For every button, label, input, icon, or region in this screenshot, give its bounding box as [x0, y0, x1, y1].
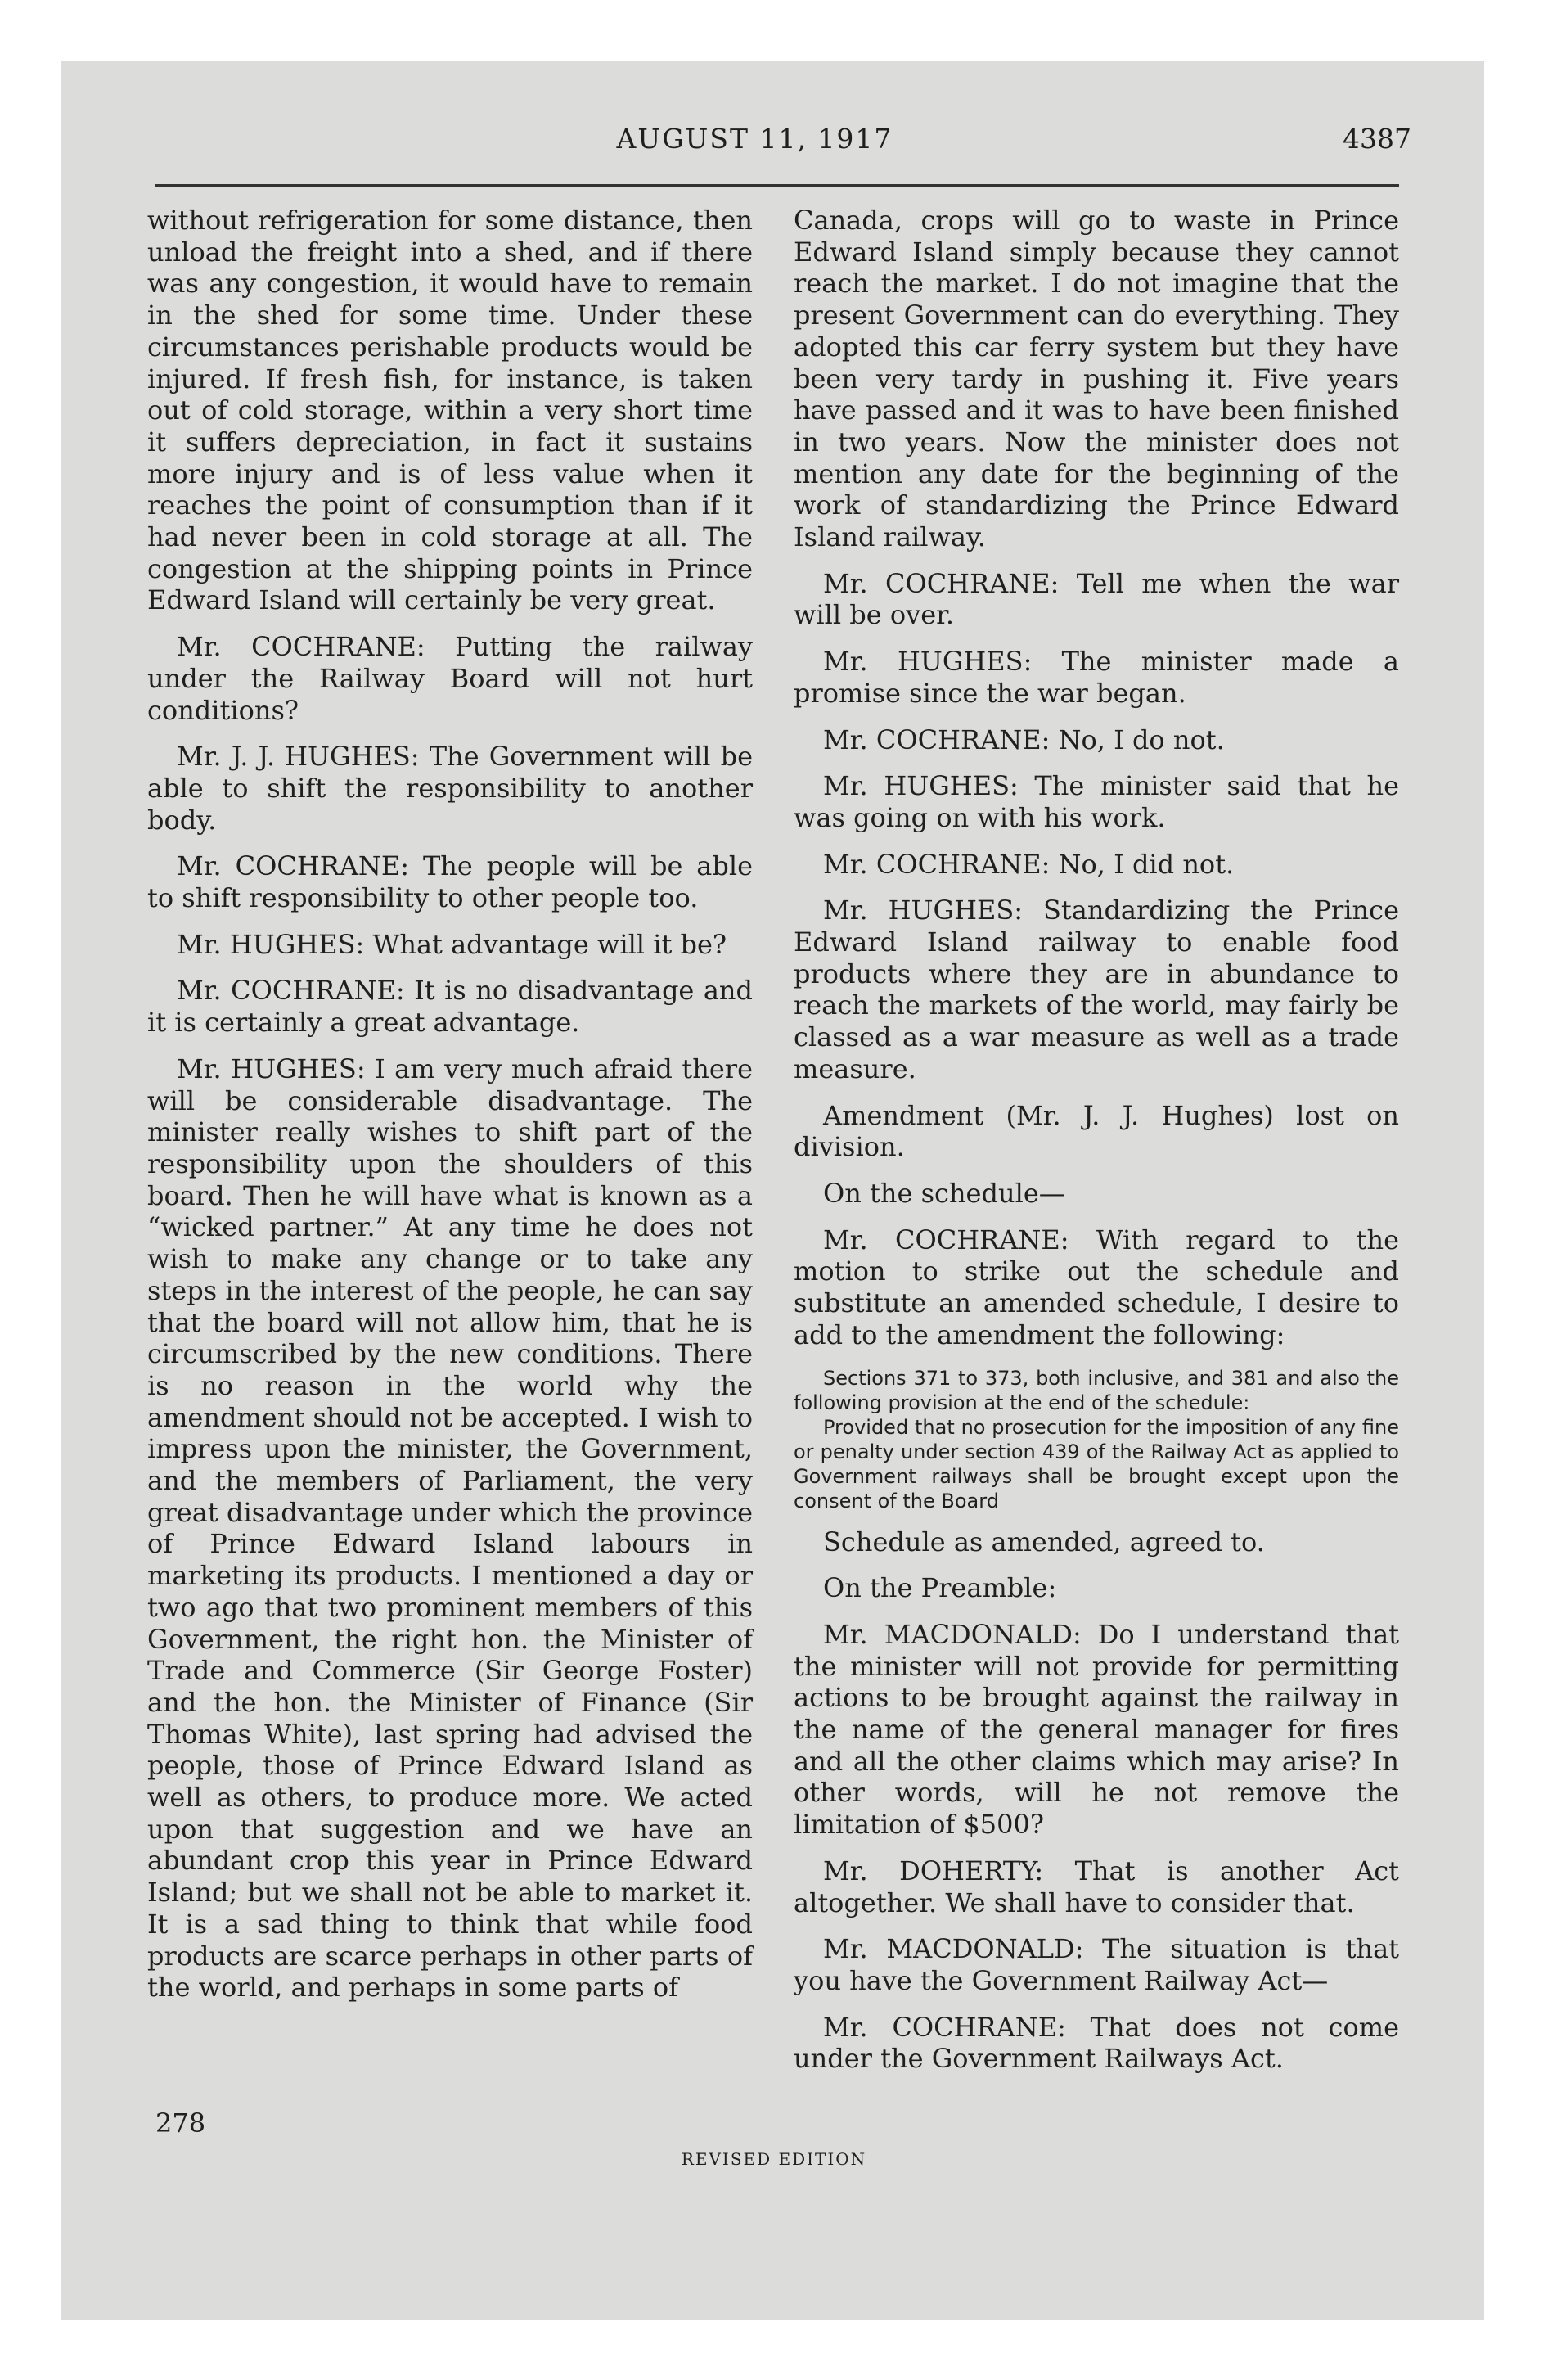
paragraph: Mr. HUGHES: What advantage will it be?: [177, 928, 727, 960]
sheet-number: 278: [155, 2107, 206, 2139]
paragraph: Mr. MACDONALD: The situation is that you have the Government Railway Act—: [794, 1933, 1399, 1996]
paragraph: Mr. J. J. HUGHES: The Government will be able to shift the responsibility to another body.: [147, 741, 753, 836]
paragraph: On the Preamble:: [823, 1572, 1057, 1604]
paragraph: Mr. COCHRANE: Putting the railway under the Railway Board will not hurt conditions?: [147, 631, 753, 726]
paragraph: Mr. DOHERTY: That is another Act altogether. We shall have to consider that.: [794, 1855, 1399, 1918]
amendment-proviso: Provided that no prosecution for the imposition of any fine or penalty under section 439 of the Railway Act as applied to Government railways shall be brought except upon the consent of the Board: [794, 1415, 1399, 1512]
paragraph: Mr. HUGHES: The minister said that he was going on with his work.: [794, 770, 1399, 833]
paragraph: Mr. COCHRANE: No, I did not.: [823, 848, 1235, 880]
paragraph: Canada, crops will go to waste in Prince Edward Island simply because they cannot reach the market. I do not imagine that the present Government can do everything. They adopted this car ferry system but they have been very tardy in pushing it. Five years have passed and it was to have been finished in two years. Now the minister does not mention any date for the beginning of the work of standardizing the Prince Edward Island railway.: [794, 205, 1399, 553]
left-column: [147, 205, 753, 2018]
paragraph: Mr. HUGHES: The minister made a promise since the war began.: [794, 646, 1399, 709]
paragraph: Mr. HUGHES: I am very much afraid there will be considerable disadvantage. The minister really wishes to shift part of the responsibility upon the shoulders of this board. Then he will have what is known as a “wicked partner.” At any time he does not wish to make any change or to take any steps in the interest of the people, he can say that the board will not allow him, that he is circumscribed by the new conditions. There is no reason in the world why the amendment should not be accepted. I wish to impress upon the minister, the Government, and the members of Parliament, the very great disadvantage under which the province of Prince Edward Island labours in marketing its products. I mentioned a day or two ago that two prominent members of this Government, the right hon. the Minister of Trade and Commerce (Sir George Foster) and the hon. the Minister of Finance (Sir Thomas White), last spring had advised the people, those of Prince Edward Island as well as others, to produce more. We acted upon that suggestion and we have an abundant crop this year in Prince Edward Island; but we shall not be able to market it. It is a sad thing to think that while food products are scarce perhaps in other parts of the world, and perhaps in some parts of: [147, 1053, 753, 2004]
paragraph: Mr. COCHRANE: No, I do not.: [823, 723, 1225, 755]
paragraph: Mr. HUGHES: Standardizing the Prince Edward Island railway to enable food products where they are in abundance to reach the markets of the world, may fairly be classed as a war measure as well as a trade measure.: [794, 895, 1399, 1084]
paragraph: Mr. COCHRANE: Tell me when the war will be over.: [794, 567, 1399, 631]
paragraph: Amendment (Mr. J. J. Hughes) lost on division.: [794, 1099, 1399, 1163]
paragraph: Schedule as amended, agreed to.: [823, 1526, 1265, 1557]
paragraph: without refrigeration for some distance, then unload the freight into a shed, and if there was any congestion, it would have to remain in the shed for some time. Under these circumstances perishable products would be injured. If fresh fish, for instance, is taken out of cold storage, within a very short time it suffers depreciation, in fact it sustains more injury and is of less value when it reaches the point of consumption than if it had never been in cold storage at all. The congestion at the shipping points in Prince Edward Island will certainly be very great.: [147, 205, 753, 616]
paragraph: On the schedule—: [823, 1177, 1065, 1209]
paragraph: Mr. COCHRANE: It is no disadvantage and it is certainly a great advantage.: [147, 975, 753, 1039]
paragraph: Mr. MACDONALD: Do I understand that the minister will not provide for permitting actions to be brought against the railway in the name of the general manager for fires and all the other claims which may arise? In other words, will he not remove the limitation of $500?: [794, 1618, 1399, 1841]
right-column: [794, 205, 1399, 2089]
page-header: [98, 123, 1411, 164]
page-number: 4387: [1343, 123, 1411, 155]
edition-label: REVISED EDITION: [681, 2149, 867, 2169]
paragraph: Mr. COCHRANE: With regard to the motion to strike out the schedule and substitute an amended schedule, I desire to add to the amendment the following:: [794, 1224, 1399, 1350]
paragraph: Mr. COCHRANE: The people will be able to shift responsibility to other people too.: [147, 850, 753, 914]
page-date: AUGUST 11, 1917: [616, 123, 893, 155]
paragraph: Mr. COCHRANE: That does not come under the Government Railways Act.: [794, 2011, 1399, 2075]
header-rule: [155, 184, 1399, 187]
amendment-text: Sections 371 to 373, both inclusive, and 381 and also the following provision at the end of the schedule:: [794, 1366, 1399, 1414]
